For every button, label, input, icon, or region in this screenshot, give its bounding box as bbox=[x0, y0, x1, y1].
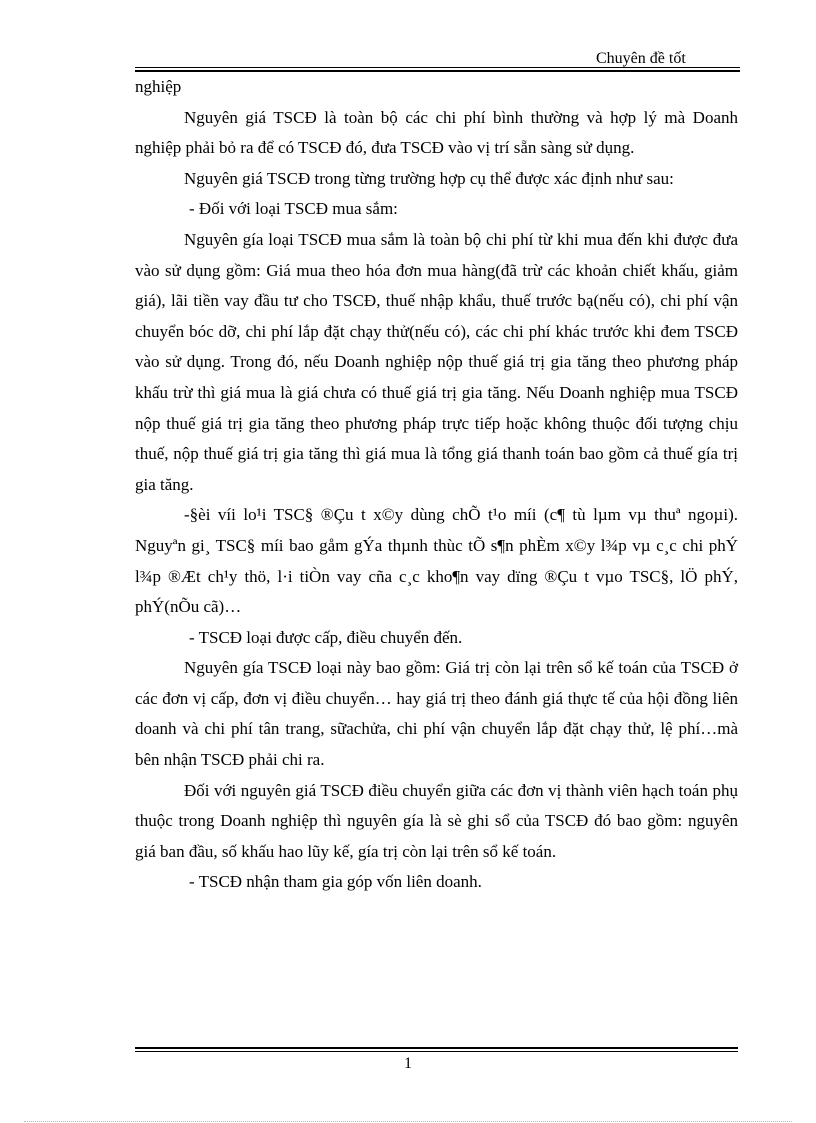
paragraph-continuation: nghiệp bbox=[135, 77, 182, 96]
heading-purchased-assets: - Đối với loại TSCĐ mua sắm: bbox=[189, 199, 398, 219]
paragraph-purchased-assets: Nguyên gía loại TSCĐ mua sắm là toàn bộ chi phí từ khi mua đến khi được đưa vào sử dụng gồm: Giá mua theo hóa đơn mua hàng(đã trừ các khoản chiết khấu, giảm giá), lãi tiền vay đầu tư cho TSCĐ, thuế nhập khẩu, thuế trước bạ(nếu có), chi phí vận chuyển bóc dỡ, chi phí lắp đặt chạy thử(nếu có), các chi phí khác trước khi đem TSCĐ vào sử dụng. Trong đó, nếu Doanh nghiệp nộp thuế giá trị gia tăng theo phương pháp khấu trừ thì giá mua là giá chưa có thuế giá trị gia tăng. Nếu Doanh nghiệp mua TSCĐ nộp thuế giá trị gia tăng theo phương pháp trực tiếp hoặc không thuộc đối tượng chịu thuế, nộp thuế giá trị gia tăng thì giá mua là tổng giá thanh toán bao gồm cả thuế gía trị gia tăng. bbox=[135, 229, 738, 494]
header-title: Chuyên đề tốt bbox=[596, 50, 686, 67]
heading-joint-venture-assets: - TSCĐ nhận tham gia góp vốn liên doanh. bbox=[189, 872, 482, 892]
page-edge bbox=[24, 1121, 792, 1122]
paragraph-definition: Nguyên giá TSCĐ là toàn bộ các chi phí bình thường và hợp lý mà Doanh nghiệp phải bỏ ra để có TSCĐ đó, đưa TSCĐ vào vị trí sẵn sàng sử dụng. bbox=[135, 107, 738, 158]
paragraph-transferred-assets: Nguyên gía TSCĐ loại này bao gồm: Giá trị còn lại trên sổ kế toán của TSCĐ ở các đơn vị cấp, đơn vị điều chuyển… hay giá trị theo đánh giá thực tế của hội đồng liên doanh và chi phí tân trang, sữachửa, chi phí vận chuyển lắp đặt chạy thử, lệ phí…mà bên nhận TSCĐ phải chi ra. bbox=[135, 658, 738, 770]
paragraph-cases-intro: Nguyên giá TSCĐ trong từng trường hợp cụ thể được xác định như sau: bbox=[184, 168, 674, 188]
header-rule bbox=[135, 67, 740, 68]
body-text bbox=[135, 72, 738, 898]
footer-rule-thick bbox=[135, 1047, 738, 1049]
paragraph-internal-transfer: Đối với nguyên giá TSCĐ điều chuyển giữa các đơn vị thành viên hạch toán phụ thuộc trong Doanh nghiệp thì nguyên gía là sè ghi sổ của TSCĐ đó bao gồm: nguyên giá ban đầu, số khấu hao lũy kế, gía trị còn lại trên sổ kế toán. bbox=[135, 780, 738, 861]
heading-transferred-assets: - TSCĐ loại được cấp, điều chuyển đến. bbox=[189, 627, 463, 647]
page-number: 1 bbox=[404, 1055, 412, 1072]
paragraph-constructed-assets: -§èi víi lo¹i TSC§ ®Çu t x©y dùng chÕ t¹o míi (c¶ tù lµm vµ thuª ngoµi). Nguyªn gi¸ TSC§ míi bao gåm gÝa thµnh thùc tÕ s¶n phÈm x©y l¾p vµ c¸c chi phÝ l¾p ®Æt ch¹y thö, l·i tiÒn vay cña c¸c kho¶n vay dïng ®Çu t vµo TSC§, lÖ phÝ, phÝ(nÕu cã)… bbox=[135, 505, 738, 617]
footer-rule bbox=[135, 1051, 738, 1052]
